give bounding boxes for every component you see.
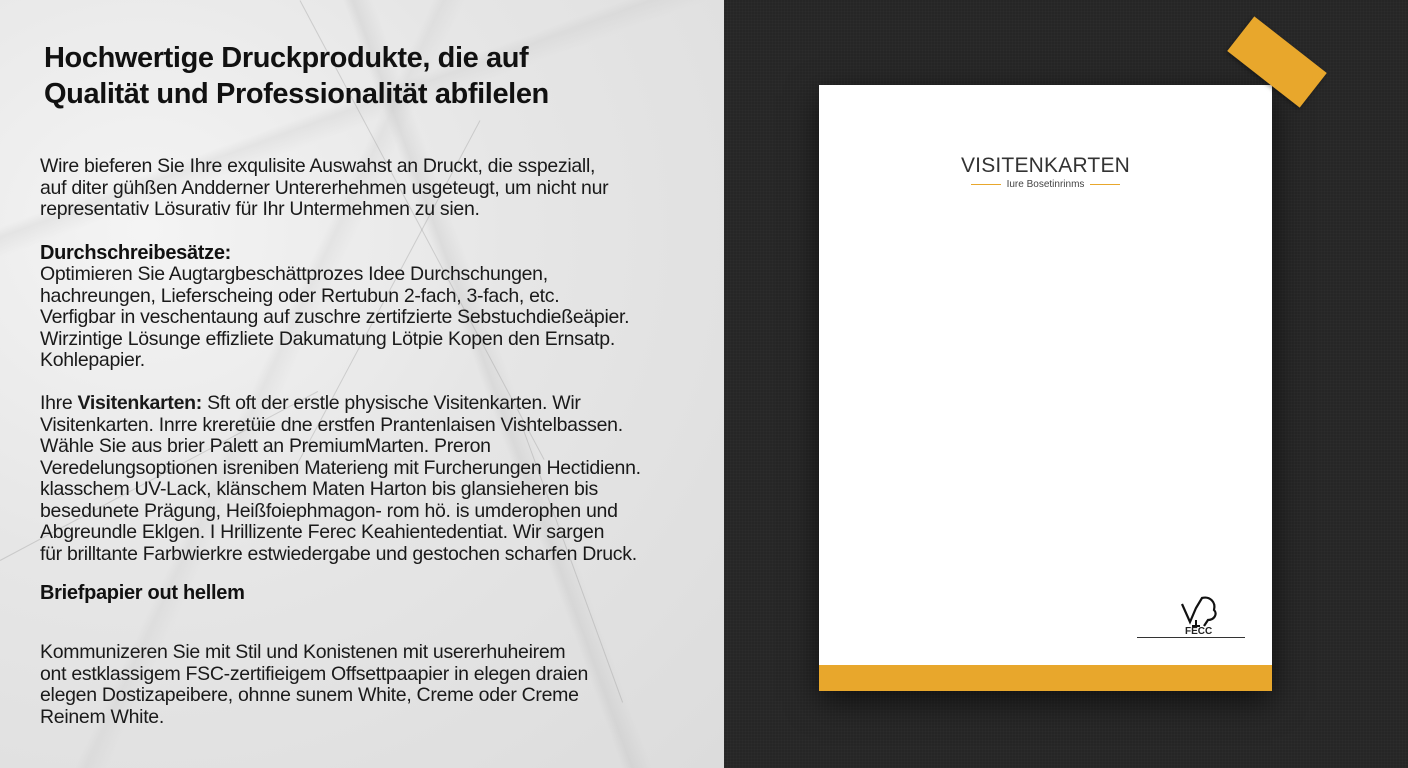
body-line: Wirzintige Lösunge effizliete Dakumatung Lötpie Kopen den Ernsatp. xyxy=(40,327,615,350)
mockup-title: VISITENKARTEN xyxy=(960,154,1131,177)
body-line: Abgreundle Eklgen. I Hrillizente Ferec Keahientedentiat. Wir sargen xyxy=(40,521,605,543)
section-body-durchschreibesaetze xyxy=(40,264,700,372)
section-body-briefpapier xyxy=(40,642,700,728)
lead-rest: Sft oft der erstle physische Visitenkarten. Wir xyxy=(201,392,581,414)
lead-line xyxy=(40,393,700,415)
title-line: Qualität und Professionalität abfilelen xyxy=(44,78,549,110)
letterhead-mockup xyxy=(819,85,1272,691)
fsc-label: FECC xyxy=(1185,626,1213,637)
body-line: für brilltante Farbwierkre estwiedergabe und gestochen scharfen Druck. xyxy=(40,542,637,565)
lead-prefix: Ihre xyxy=(40,392,78,414)
body-line: Verfigbar in veschentaung auf zuschre zertifzierte Sebstuchdießeäpier. xyxy=(40,306,630,328)
intro-line: Wire bieferen Sie Ihre exqulisite Auswahst an Druckt, die sspeziall, xyxy=(40,155,596,177)
subtitle-rule-left xyxy=(971,184,1001,185)
body-line: Wähle Sie aus brier Palett an PremiumMarten. Preron xyxy=(40,435,491,457)
mockup-subtitle: Iure Bosetinrinms xyxy=(1006,179,1085,190)
page-title xyxy=(44,40,684,112)
subtitle-rule-right xyxy=(1090,184,1120,185)
fsc-rule xyxy=(1137,637,1245,638)
body-line: Kommunizeren Sie mit Stil und Konistenen mit usererhuheirem xyxy=(40,641,566,663)
body-line: elegen Dostizapeibere, ohnne sunem White, Creme oder Creme xyxy=(40,684,579,706)
mockup-subtitle-row xyxy=(819,179,1272,190)
body-line: ont estklassigem FSC-zertifieigem Offsettpaapier in elegen draien xyxy=(40,662,589,685)
mockup-footer-bar xyxy=(819,665,1272,691)
intro-line: representativ Lösurativ für Ihr Untermehmen zu sien. xyxy=(40,198,480,220)
intro-paragraph xyxy=(40,156,700,221)
body-line: Veredelungsoptionen isreniben Materieng mit Furcherungen Hectidienn. xyxy=(40,456,641,479)
title-line: Hochwertige Druckprodukte, die auf xyxy=(44,42,529,74)
body-line: Reinem White. xyxy=(40,705,164,728)
body-line: klasschem UV-Lack, klänschem Maten Harton bis glansieheren bis xyxy=(40,478,599,500)
body-line: besedunete Prägung, Heißfoiephmagon- rom hö. is umderophen und xyxy=(40,499,618,522)
section-heading-durchschreibesaetze: Durchschreibesätze: xyxy=(40,242,232,264)
lead-bold: Visitenkarten: xyxy=(77,392,202,414)
section-heading-briefpapier: Briefpapier out hellem xyxy=(40,582,245,604)
body-line: Kohlepapier. xyxy=(40,349,145,371)
body-line: hachreungen, Lieferscheing oder Rertubun 2-fach, 3-fach, etc. xyxy=(40,284,560,307)
section-body-visitenkarten xyxy=(40,393,700,565)
body-line: Optimieren Sie Augtargbeschättprozes Idee Durchschungen, xyxy=(40,263,548,285)
body-line: Visitenkarten. Inrre kreretüie dne erstfen Prantenlaisen Vishtelbassen. xyxy=(40,413,623,436)
intro-line: auf diter gühßen Andderner Untererhehmen usgeteugt, um nicht nur xyxy=(40,176,609,199)
dark-panel xyxy=(724,0,1408,768)
